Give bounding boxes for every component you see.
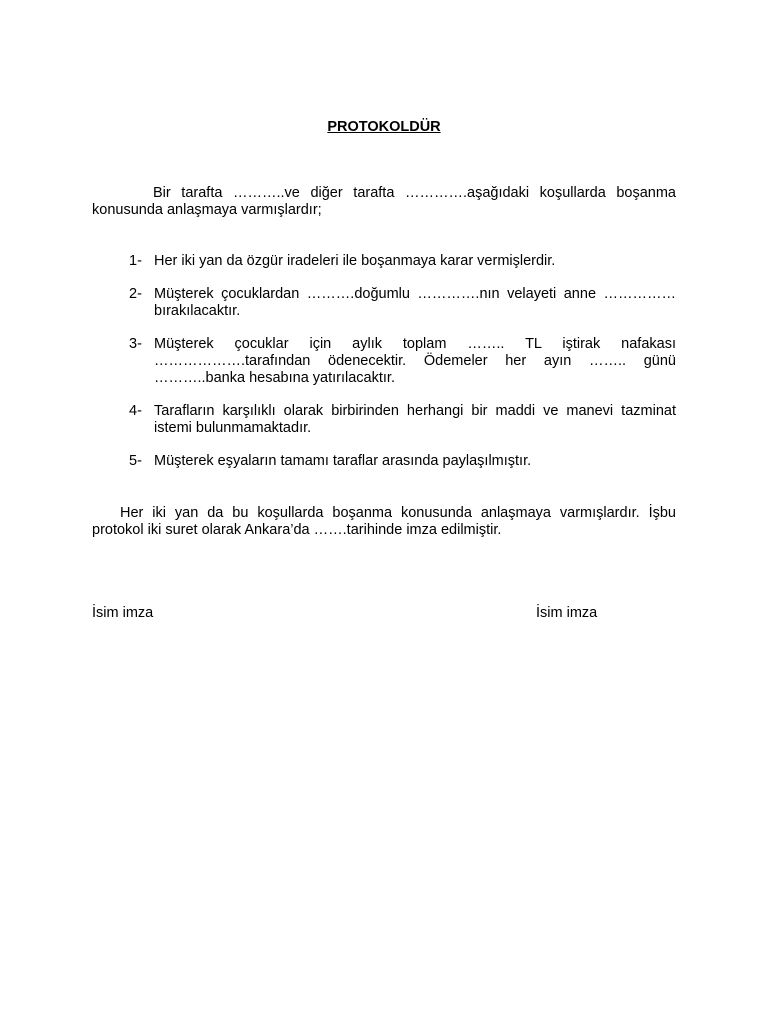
list-item-text: Her iki yan da özgür iradeleri ile boşanmaya karar vermişlerdir. <box>154 253 556 269</box>
list-item-text: Tarafların karşılıklı olarak birbirinden herhangi bir maddi ve manevi tazminat istemi bulunmamaktadır. <box>154 403 676 436</box>
list-item-number: 2- <box>129 286 142 302</box>
list-item-number: 3- <box>129 336 142 352</box>
terms-list <box>92 253 676 486</box>
list-item-text: Müşterek eşyaların tamamı taraflar arasında paylaşılmıştır. <box>154 453 532 469</box>
list-item <box>92 453 676 470</box>
closing-paragraph: Her iki yan da bu koşullarda boşanma konusunda anlaşmaya varmışlardır. İşbu protokol iki suret olarak Ankara’da …….tarihinde imza edilmiştir. <box>92 505 676 538</box>
list-item <box>92 253 676 270</box>
intro-paragraph: Bir tarafta ………..ve diğer tarafta ………….aşağıdaki koşullarda boşanma konusunda anlaşmaya varmışlardır; <box>92 185 676 218</box>
list-item-number: 5- <box>129 453 142 469</box>
document-title: PROTOKOLDÜR <box>327 119 441 135</box>
list-item-number: 1- <box>129 253 142 269</box>
list-item-text: Müşterek çocuklardan ……….doğumlu ………….nın velayeti anne ……………bırakılacaktır. <box>154 286 676 319</box>
signature-right: İsim imza <box>536 605 598 621</box>
list-item-text: Müşterek çocuklar için aylık toplam …….. TL iştirak nafakası ……………….tarafından ödenecektir. Ödemeler her ayın …….. günü ………..banka hesabına yatırılacaktır. <box>154 336 676 386</box>
list-item-number: 4- <box>129 403 142 419</box>
signature-left: İsim imza <box>92 605 154 621</box>
list-item <box>92 286 676 320</box>
list-item <box>92 403 676 437</box>
list-item <box>92 336 676 387</box>
